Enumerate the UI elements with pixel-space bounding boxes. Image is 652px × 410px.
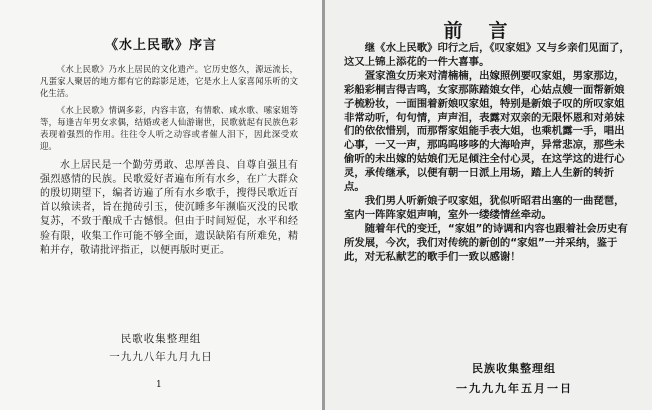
right-paragraph: 我们男人听新娘子叹家姐，犹似听昭君出塞的一曲琵琶，室内一阵阵家姐声响，室外一缕缕情丝牵动。: [344, 194, 625, 221]
right-page-title: 前言: [443, 20, 534, 42]
right-signature-org: 民族收集整理组: [472, 362, 556, 375]
right-paragraph: 疍家渔女历来对清楠楠，出嫁照例要叹家姐，男家那边，彩船彩桐吉得吉鸣，女家那陈踏娘女伴，心姑点嫂一面帮新娘子梳粉妆，一面围着新娘叹家姐，特别是新娘子叹的所叹家姐非常动听，句句情，声声泪，表露对双亲的无限怀恩和对弟妹们的依依惜别，而那帮家姐能手表大姐，也乘机露一手，唱出心事，一又一声，那呜呜哆哆的大海哈声，异常悲凉，那些未偷听的未出嫁的姑娘们无足倾注全付心灵，在这学这的进行心灵，承传继承，以便有朝一日派上用场，踏上人生新的转折点。: [344, 69, 625, 194]
left-paragraph: 《水上民歌》乃水上居民的文化遗产。它历史悠久，源远流长，凡蛋家人聚居的地方都有它的踪影足迹，它是水上人家喜闻乐听的文化生活。: [40, 64, 298, 98]
left-paragraph: 《水上民歌》情调多彩，内容丰富，有情歌、咸水歌、嗦家姐等等，每逢吉年男女求偶，结婚或老人仙游谢世，民歌就起有民族色彩表现着强烈的作用。往往令人听之动容或者催人泪下，因此深受欢迎。: [40, 105, 298, 151]
left-paragraph-large: 水上居民是一个勤劳勇敢、忠厚善良、自尊自强且有强烈感情的民族。民歌爱好者遍布所有水乡，在广大群众的殷切期望下，编者访遍了所有水乡歌手，搜得民歌近百首以飨读者，旨在抛砖引玉，使沉睡多年濒临灭没的民歌复苏，不致于酿成千古憾恨。但由于时间短促，水平和经验有限，收集工作可能不够全面，遗误缺陷有所难免，精粕并存，敬请批评指正，以便再版时更正。: [40, 159, 298, 256]
right-paragraph: 继《水上民歌》印行之后，《叹家姐》又与乡亲们见面了，这又上锦上添花的一件大喜事。: [344, 42, 630, 68]
left-signature-org: 民歌收集整理组: [120, 333, 202, 345]
left-page-body: [40, 64, 298, 264]
right-page-body: [344, 42, 634, 265]
left-page-title: 《水上民歌》序言: [104, 38, 217, 53]
right-paragraph: 随着年代的变迁，“家姐”的诗调和内容也跟着社会历史有所发展，今次，我们对传统的新创的“家姐”一并采纳，鉴于此，对无私献艺的歌手们一致以感谢！: [344, 222, 628, 263]
right-signature-date: 一九九九年五月一日: [456, 382, 573, 395]
page-number: 1: [156, 380, 162, 390]
left-signature-date: 一九九八年九月九日: [109, 351, 213, 363]
